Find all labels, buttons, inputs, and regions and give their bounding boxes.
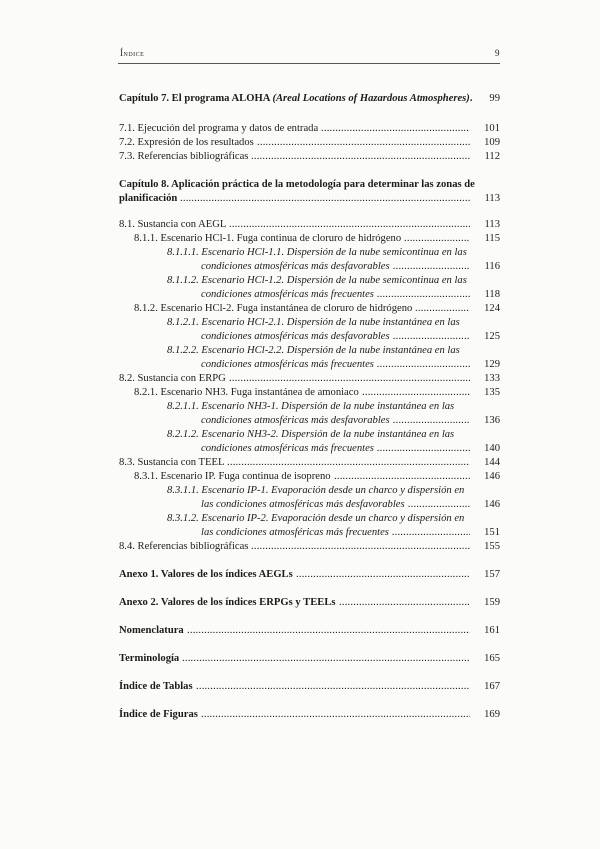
- toc-entry-text: condiciones atmosféricas más desfavorables: [201, 415, 390, 426]
- toc-entry-annex-1[interactable]: [119, 568, 500, 582]
- toc-page-number: 112: [484, 151, 500, 162]
- toc-entry[interactable]: [119, 428, 500, 442]
- toc-entry[interactable]: [119, 400, 500, 414]
- leader-dots: [334, 470, 470, 484]
- toc-entry-tail: .: [469, 93, 473, 104]
- toc-entry-text: Anexo 2. Valores de los índices ERPGs y TEELs: [119, 597, 336, 608]
- toc-entry[interactable]: [119, 274, 500, 288]
- leader-dots: [339, 596, 470, 610]
- toc-entry-text: Índice de Figuras: [119, 709, 198, 720]
- leader-dots: [377, 442, 470, 456]
- toc-page-number: 118: [484, 289, 500, 300]
- toc-entry-text: 7.1. Ejecución del programa y datos de entrada: [119, 123, 319, 134]
- leader-dots: [393, 330, 470, 344]
- toc-entry[interactable]: [119, 232, 500, 246]
- toc-entry-text: planificación: [119, 193, 178, 204]
- leader-dots: [377, 358, 470, 372]
- toc-entry-annex-2[interactable]: [119, 596, 500, 610]
- toc-page-number: 135: [484, 387, 500, 398]
- toc-entry-text: condiciones atmosféricas más desfavorables: [201, 261, 390, 272]
- header-rule: [118, 63, 500, 64]
- toc-page-number: 136: [484, 415, 500, 426]
- toc-entry-table-index[interactable]: [119, 680, 500, 694]
- leader-dots: [362, 386, 470, 400]
- toc-page-number: 99: [489, 93, 500, 104]
- toc-page-number: 165: [484, 653, 500, 664]
- leader-dots: [180, 192, 470, 206]
- toc-page-number: 155: [484, 541, 500, 552]
- toc-entry-chapter-7[interactable]: [119, 92, 500, 106]
- toc-page-number: 109: [484, 137, 500, 148]
- leader-dots: [377, 288, 470, 302]
- toc-page-number: 125: [484, 331, 500, 342]
- toc-entry-text: 8.1.1.1. Escenario HCl-1.1. Dispersión de la nube semicontinua en las: [167, 247, 467, 258]
- toc-entry-text: Índice de Tablas: [119, 681, 193, 692]
- header-title: Índice: [120, 48, 145, 58]
- toc-entry[interactable]: [119, 470, 500, 484]
- toc-entry[interactable]: [119, 512, 500, 526]
- toc-page-number: 113: [484, 219, 500, 230]
- header-page-number: 9: [495, 48, 500, 58]
- toc-page-number: 161: [484, 625, 500, 636]
- toc-entry[interactable]: [119, 288, 500, 302]
- leader-dots: [415, 302, 470, 316]
- leader-dots: [392, 526, 470, 540]
- toc-entry-chapter-8-cont[interactable]: [119, 192, 500, 206]
- leader-dots: [404, 232, 470, 246]
- toc-entry-text: 8.1. Sustancia con AEGL: [119, 219, 227, 230]
- toc-entry-text: 8.3. Sustancia con TEEL: [119, 457, 225, 468]
- toc-entry[interactable]: [119, 302, 500, 316]
- leader-dots: [187, 624, 470, 638]
- toc-entry-text: las condiciones atmosféricas más frecuentes: [201, 527, 389, 538]
- toc-page-number: 159: [484, 597, 500, 608]
- leader-dots: [229, 218, 470, 232]
- toc-entry[interactable]: [119, 414, 500, 428]
- leader-dots: [393, 414, 470, 428]
- toc-entry[interactable]: [119, 246, 500, 260]
- leader-dots: [408, 498, 470, 512]
- toc-entry[interactable]: [119, 540, 500, 554]
- toc-entry-text: 7.3. Referencias bibliográficas: [119, 151, 249, 162]
- toc-entry-text: 8.2.1. Escenario NH3. Fuga instantánea de amoniaco: [134, 387, 359, 398]
- toc-entry-text: condiciones atmosféricas más frecuentes: [201, 443, 374, 454]
- toc-entry-chapter-8[interactable]: [119, 178, 500, 192]
- toc-page-number: 151: [484, 527, 500, 538]
- toc-entry-text: 7.2. Expresión de los resultados: [119, 137, 254, 148]
- toc-page-number: 140: [484, 443, 500, 454]
- toc-page-number: 144: [484, 457, 500, 468]
- toc-entry-text: 8.3.1.2. Escenario IP-2. Evaporación desde un charco y dispersión en: [167, 513, 465, 524]
- toc-entry-text: 8.2. Sustancia con ERPG: [119, 373, 226, 384]
- toc-entry-figure-index[interactable]: [119, 708, 500, 722]
- toc-entry-text: condiciones atmosféricas más desfavorables: [201, 331, 390, 342]
- toc-entry-text: Capítulo 8. Aplicación práctica de la metodología para determinar las zonas de: [119, 179, 475, 190]
- leader-dots: [229, 372, 470, 386]
- toc-page-number: 129: [484, 359, 500, 370]
- toc-entry[interactable]: [119, 498, 500, 512]
- toc-entry[interactable]: [119, 344, 500, 358]
- toc-entry-nomenclature[interactable]: [119, 624, 500, 638]
- toc-entry-text: 8.1.1. Escenario HCl-1. Fuga continua de cloruro de hidrógeno: [134, 233, 402, 244]
- toc-entry-text: las condiciones atmosféricas más desfavorables: [201, 499, 405, 510]
- toc-entry-text: Anexo 1. Valores de los índices AEGLs: [119, 569, 293, 580]
- toc-entry-text: 8.1.1.2. Escenario HCl-1.2. Dispersión de la nube semicontinua en las: [167, 275, 467, 286]
- toc-page-number: 101: [484, 123, 500, 134]
- toc-page-number: 146: [484, 499, 500, 510]
- toc-page-number: 157: [484, 569, 500, 580]
- leader-dots: [227, 456, 470, 470]
- toc-entry[interactable]: [119, 358, 500, 372]
- toc-entry-text: 8.1.2.1. Escenario HCl-2.1. Dispersión de la nube instantánea en las: [167, 317, 460, 328]
- toc-entry-text: 8.4. Referencias bibliográficas: [119, 541, 249, 552]
- toc-entry-text: 8.3.1.1. Escenario IP-1. Evaporación desde un charco y dispersión en: [167, 485, 465, 496]
- toc-entry-text: 8.1.2.2. Escenario HCl-2.2. Dispersión de la nube instantánea en las: [167, 345, 460, 356]
- leader-dots: [196, 680, 470, 694]
- toc-page-number: 169: [484, 709, 500, 720]
- toc-entry-text: Capítulo 7. El programa ALOHA: [119, 93, 273, 104]
- toc-entry[interactable]: [119, 526, 500, 540]
- toc-page-number: 115: [484, 233, 500, 244]
- toc-page-number: 124: [484, 303, 500, 314]
- leader-dots: [251, 540, 470, 554]
- toc-entry-emphasis: (Areal Locations of Hazardous Atmospheres): [272, 93, 470, 104]
- toc-entry[interactable]: [119, 330, 500, 344]
- toc-entry[interactable]: [119, 372, 500, 386]
- toc-entry[interactable]: [119, 260, 500, 274]
- toc-entry[interactable]: [119, 442, 500, 456]
- toc-entry-text: Nomenclatura: [119, 625, 184, 636]
- toc-entry-text: 8.3.1. Escenario IP. Fuga continua de isopreno: [134, 471, 331, 482]
- toc-entry[interactable]: [119, 218, 500, 232]
- toc-entry[interactable]: [119, 386, 500, 400]
- leader-dots: [182, 652, 470, 666]
- leader-dots: [251, 150, 470, 164]
- toc-entry[interactable]: [119, 136, 500, 150]
- toc-entry-terminology[interactable]: [119, 652, 500, 666]
- toc-page-number: 167: [484, 681, 500, 692]
- toc-page-number: 133: [484, 373, 500, 384]
- leader-dots: [393, 260, 470, 274]
- toc-entry-text: condiciones atmosféricas más frecuentes: [201, 289, 374, 300]
- toc-entry[interactable]: [119, 150, 500, 164]
- leader-dots: [201, 708, 470, 722]
- leader-dots: [296, 568, 470, 582]
- leader-dots: [321, 122, 470, 136]
- running-header: [120, 48, 500, 58]
- toc-entry-text: 8.1.2. Escenario HCl-2. Fuga instantánea de cloruro de hidrógeno: [134, 303, 413, 314]
- toc-entry[interactable]: [119, 456, 500, 470]
- toc-page-number: 113: [484, 193, 500, 204]
- toc-entry-text: condiciones atmosféricas más frecuentes: [201, 359, 374, 370]
- toc-entry[interactable]: [119, 122, 500, 136]
- toc-entry[interactable]: [119, 484, 500, 498]
- leader-dots: [257, 136, 470, 150]
- toc-page-number: 146: [484, 471, 500, 482]
- toc-entry-text: 8.2.1.1. Escenario NH3-1. Dispersión de la nube instantánea en las: [167, 401, 455, 412]
- toc-entry[interactable]: [119, 316, 500, 330]
- toc-entry-text: 8.2.1.2. Escenario NH3-2. Dispersión de la nube instantánea en las: [167, 429, 455, 440]
- toc-page-number: 116: [484, 261, 500, 272]
- toc-entry-text: Terminología: [119, 653, 180, 664]
